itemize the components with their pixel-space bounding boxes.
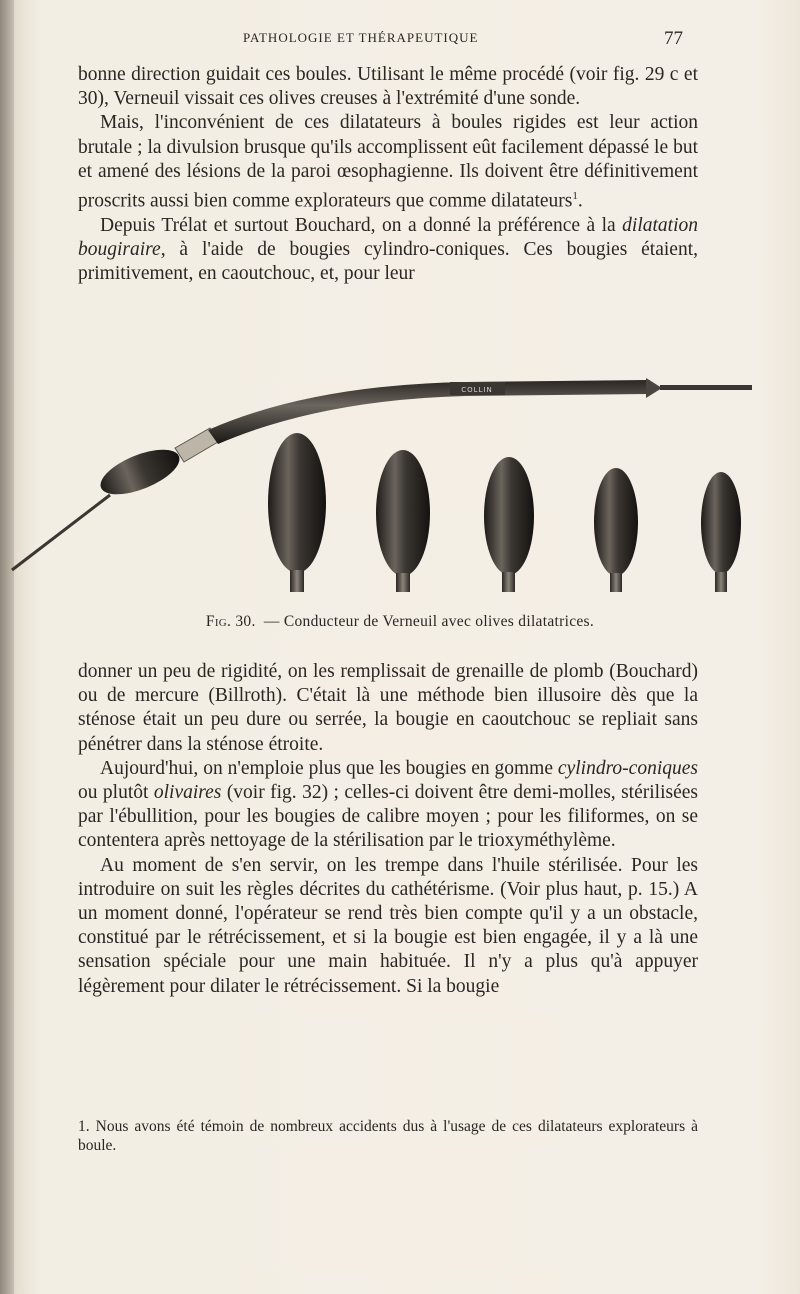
running-title: PATHOLOGIE ET THÉRAPEUTIQUE [243, 30, 479, 45]
olive-2 [376, 450, 430, 592]
paragraph: Au moment de s'en servir, on les trempe dans l'huile stérilisée. Pour les introduire on suit les règles décrites du cathétérisme. (Voir plus haut, p. 15.) A un moment donné, l'opérateur se rend très bien compte qu'il y a un obstacle, constitué par le rétrécissement, et si la bougie est bien engagée, il y a là une sensation spéciale pour une main habituée. Il n'y a plus qu'à appuyer légèrement pour dilater le rétrécissement. Si la bougie [78, 854, 698, 997]
tube-end-fitting [646, 378, 662, 398]
paragraph-text: , à l'aide de bougies cylindro-coniques. Ces bougies étaient, primitivement, en caoutchouc, et, pour leur [78, 238, 698, 285]
olive-3 [484, 457, 534, 592]
conductor-olive [95, 441, 186, 504]
footnote-ref: 1 [572, 190, 578, 203]
olive-1 [268, 433, 326, 592]
footnote [78, 1117, 698, 1155]
text-block-bottom [78, 660, 698, 999]
page-number: 77 [664, 28, 683, 49]
conductor-tube [208, 380, 650, 444]
emphasis-text: cylindro-coniques [557, 757, 698, 779]
paragraph [78, 111, 698, 213]
book-spine [0, 0, 14, 1294]
paragraph-text: . [577, 190, 583, 212]
olive-5 [701, 472, 741, 592]
paragraph-text: (voir fig. 32) ; celles-ci doivent être demi-molles, stérilisées par l'ébullition, pour les bougies de calibre moyen ; pour les filiformes, on se contentera après nettoyage de la stérilisation par le trioxyméthylème. [78, 782, 698, 852]
figure-illustration [10, 370, 770, 610]
olive-4 [594, 468, 638, 592]
paragraph-text: Mais, l'inconvénient de ces dilatateurs à boules rigides est leur action brutale ; la divulsion brusque qu'ils accomplissent eût facilement dépassé le but et amené des lésions de la paroi œsophagienne. Ils doivent être définitivement proscrits aussi bien comme explorateurs que comme dilatateurs [78, 112, 698, 212]
footnote-text: Nous avons été témoin de nombreux accidents dus à l'usage de ces dilatateurs explorateurs à boule. [78, 1118, 698, 1154]
emphasis-text: dilatation bougiraire [78, 214, 698, 260]
figure-caption [0, 613, 800, 631]
text-block-top [78, 63, 698, 286]
emphasis-text: olivaires [153, 782, 222, 804]
footnote-number: 1. [78, 1118, 90, 1135]
paragraph-text: Aujourd'hui, on n'emploie plus que les bougies en gomme [100, 757, 558, 779]
dilator-illustration [10, 370, 770, 610]
metal-rod [660, 385, 752, 390]
maker-stamp: COLLIN [461, 386, 493, 394]
paragraph: donner un peu de rigidité, on les remplissait de grenaille de plomb (Bouchard) ou de mercure (Billroth). C'était là une méthode bien illusoire dès que la sténose était un peu dure ou serrée, la bougie en caoutchouc se repliait sans pénétrer dans la sténose étroite. [78, 661, 698, 755]
guide-wire [12, 495, 110, 570]
paragraph: bonne direction guidait ces boules. Utilisant le même procédé (voir fig. 29 c et 30), Verneuil vissait ces olives creuses à l'extrémité d'une sonde. [78, 64, 698, 110]
figure-label: Fig. 30. [205, 613, 256, 630]
paragraph-text: Depuis Trélat et surtout Bouchard, on a donné la préférence à la [100, 214, 623, 236]
paragraph [78, 214, 698, 287]
figure-caption-text: — Conducteur de Verneuil avec olives dilatatrices. [263, 613, 595, 630]
page-header [0, 28, 800, 52]
paragraph [78, 757, 698, 854]
paragraph-text: ou plutôt [78, 782, 154, 804]
